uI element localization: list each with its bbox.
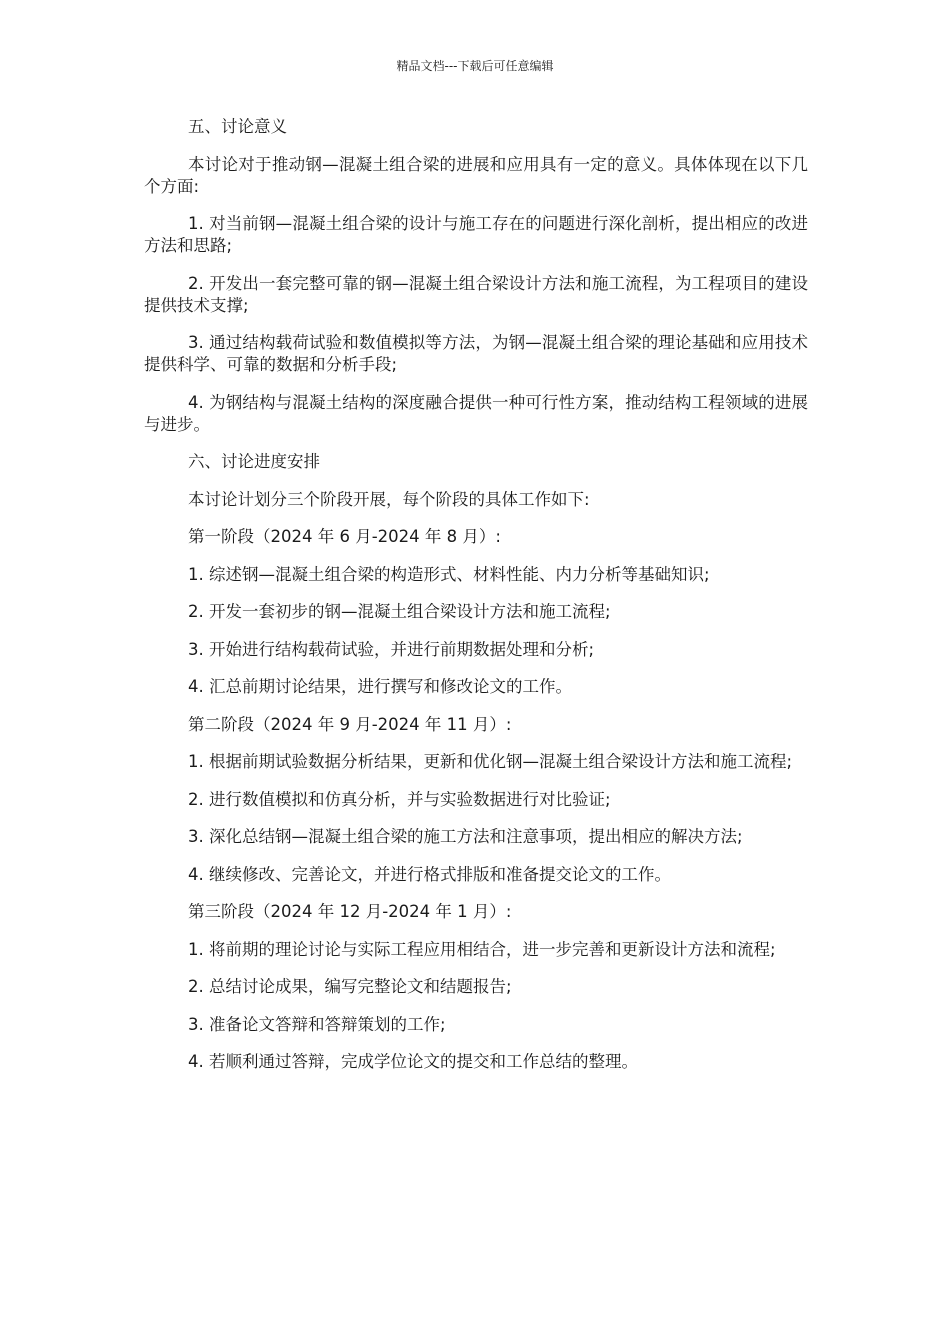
list-item: 4. 继续修改、完善论文，并进行格式排版和准备提交论文的工作。 bbox=[188, 864, 671, 884]
list-item: 1. 对当前钢—混凝土组合梁的设计与施工存在的问题进行深化剖析，提出相应的改进方法和思路; bbox=[144, 214, 808, 255]
list-item: 2. 进行数值模拟和仿真分析，并与实验数据进行对比验证; bbox=[188, 789, 611, 809]
paragraph: 本讨论计划分三个阶段开展，每个阶段的具体工作如下: bbox=[188, 489, 590, 509]
list-item: 3. 深化总结钢—混凝土组合梁的施工方法和注意事项，提出相应的解决方法; bbox=[188, 827, 743, 846]
stage-heading-3: 第三阶段（2024 年 12 月-2024 年 1 月）: bbox=[188, 902, 512, 921]
stage-heading-2: 第二阶段（2024 年 9 月-2024 年 11 月）: bbox=[188, 714, 512, 734]
list-item: 1. 将前期的理论讨论与实际工程应用相结合，进一步完善和更新设计方法和流程; bbox=[188, 939, 776, 959]
list-item: 2. 总结讨论成果，编写完整论文和结题报告; bbox=[188, 977, 512, 996]
list-item: 3. 开始进行结构载荷试验，并进行前期数据处理和分析; bbox=[188, 639, 595, 659]
page-header: 精品文档---下载后可任意编辑 bbox=[396, 59, 554, 73]
list-item: 4. 汇总前期讨论结果，进行撰写和修改论文的工作。 bbox=[188, 677, 572, 696]
list-item: 2. 开发一套初步的钢—混凝土组合梁设计方法和施工流程; bbox=[188, 602, 611, 621]
list-item: 3. 准备论文答辩和答辩策划的工作; bbox=[188, 1014, 446, 1034]
section-heading-significance: 五、讨论意义 bbox=[188, 117, 287, 136]
list-item: 3. 通过结构载荷试验和数值模拟等方法，为钢—混凝土组合梁的理论基础和应用技术提供科学、可靠的数据和分析手段; bbox=[144, 333, 808, 374]
section-heading-schedule: 六、讨论进度安排 bbox=[188, 452, 320, 471]
list-item: 4. 若顺利通过答辩，完成学位论文的提交和工作总结的整理。 bbox=[188, 1052, 638, 1071]
stage-heading-1: 第一阶段（2024 年 6 月-2024 年 8 月）: bbox=[188, 527, 501, 546]
list-item: 1. 综述钢—混凝土组合梁的构造形式、材料性能、内力分析等基础知识; bbox=[188, 564, 710, 584]
document-body bbox=[144, 116, 808, 1089]
list-item: 1. 根据前期试验数据分析结果，更新和优化钢—混凝土组合梁设计方法和施工流程; bbox=[188, 752, 793, 771]
list-item: 4. 为钢结构与混凝土结构的深度融合提供一种可行性方案，推动结构工程领域的进展与进步。 bbox=[144, 392, 808, 434]
list-item: 2. 开发出一套完整可靠的钢—混凝土组合梁设计方法和施工流程，为工程项目的建设提供技术支撑; bbox=[144, 273, 808, 315]
paragraph: 本讨论对于推动钢—混凝土组合梁的进展和应用具有一定的意义。具体体现在以下几个方面: bbox=[144, 154, 808, 196]
